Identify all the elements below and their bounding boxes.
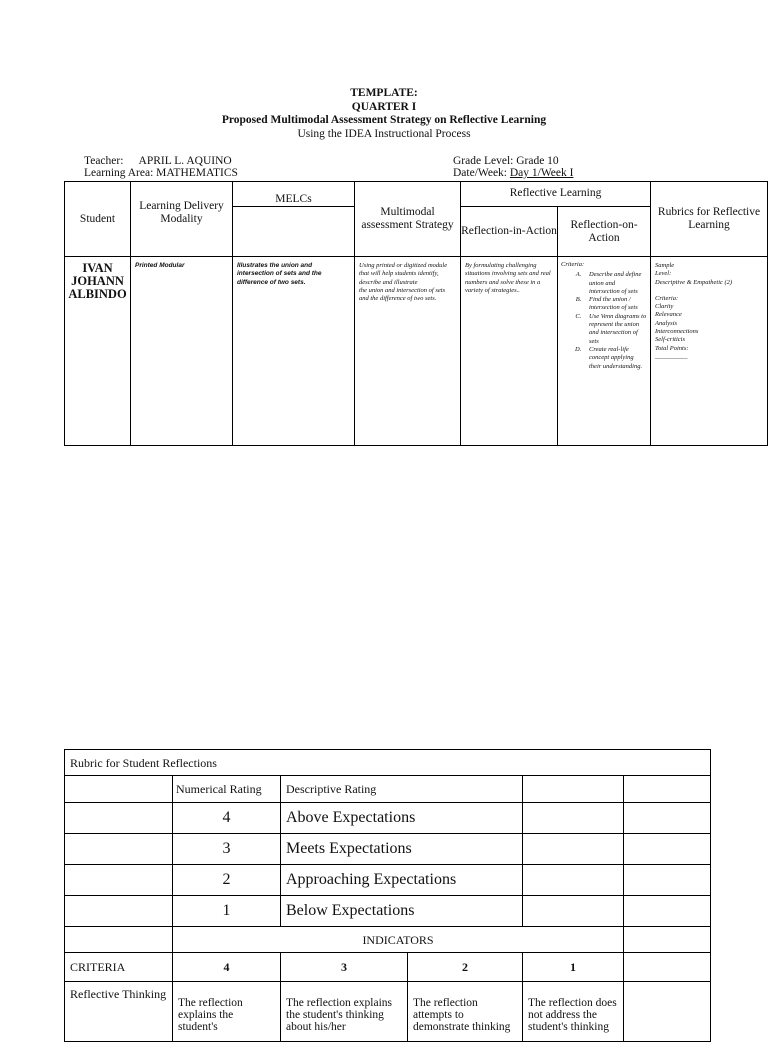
rating-description: Approaching Expectations: [281, 865, 523, 896]
rubric-blank-cell: [624, 896, 711, 927]
rubric-blank-cell: [65, 896, 173, 927]
rating-number: 4: [173, 803, 281, 834]
rubric-blank-cell: [624, 982, 711, 1042]
rubric-blank-cell: [65, 834, 173, 865]
rubric-blank-cell: [624, 776, 711, 803]
score-header: 2: [408, 953, 523, 982]
rubric-blank-cell: [523, 865, 624, 896]
criteria-item: C. Use Venn diagrams to represent the union and intersection of sets: [583, 313, 647, 346]
criteria-item: D. Create real-life concept applying their understanding.: [583, 346, 647, 371]
indicator-text: The reflection explains the student's: [173, 982, 281, 1042]
numerical-rating-header: Numerical Rating: [173, 776, 281, 803]
rating-description: Meets Expectations: [281, 834, 523, 865]
rubric-total-blank: __________: [655, 352, 688, 360]
melcs-blank-cell: [233, 207, 355, 257]
teacher-line: [84, 156, 232, 168]
strategy-value: [355, 257, 461, 446]
area-label: Learning Area:: [84, 167, 154, 179]
header-melcs: MELCs: [233, 182, 355, 207]
rubric-sample-value: [651, 257, 768, 446]
reflection-on-action-value: [558, 257, 651, 446]
criteria-list: [561, 271, 647, 371]
score-header: 3: [281, 953, 408, 982]
rubric-criteria-item: Self-criticis: [655, 336, 685, 344]
header-strategy: Multimodal assessment Strategy: [355, 182, 461, 257]
descriptive-rating-header: Descriptive Rating: [281, 776, 523, 803]
rubric-blank-cell: [523, 896, 624, 927]
strategy-text-a: Using printed or digitized module that will help students identify, describe and illustrate: [359, 262, 448, 286]
rubric-blank-cell: [624, 927, 711, 953]
header-template: TEMPLATE:: [350, 87, 418, 99]
rating-description: Below Expectations: [281, 896, 523, 927]
rubric-blank-cell: [523, 803, 624, 834]
criteria-item: A. Describe and define union and intersection of sets: [583, 271, 647, 296]
header-reflection-on-action: Reflection-on-Action: [558, 207, 651, 257]
assessment-table: [64, 181, 768, 446]
rubric-blank-cell: [624, 865, 711, 896]
rating-description: Above Expectations: [281, 803, 523, 834]
grade-level: Grade Level: Grade 10: [453, 155, 559, 167]
area-line: [84, 168, 238, 180]
rubric-blank-cell: [523, 834, 624, 865]
header-title: Proposed Multimodal Assessment Strategy on Reflective Learning: [221, 114, 547, 126]
rubric-blank-cell: [624, 834, 711, 865]
rubric-blank-cell: [624, 953, 711, 982]
rubric-title: Rubric for Student Reflections: [65, 750, 711, 776]
rating-number: 1: [173, 896, 281, 927]
header-rubrics: Rubrics for Reflective Learning: [651, 182, 768, 257]
header-student: Student: [65, 182, 131, 257]
rubric-blank-cell: [624, 803, 711, 834]
rubric-table: [64, 749, 711, 1042]
rating-number: 3: [173, 834, 281, 865]
teacher-name: APRIL L. AQUINO: [138, 155, 232, 167]
date-label: Date/Week:: [453, 167, 507, 179]
indicator-text: The reflection explains the student's thinking about his/her: [281, 982, 408, 1042]
document-header: [0, 87, 768, 141]
score-header: 4: [173, 953, 281, 982]
melc-value: Illustrates the union and intersection of sets and the difference of two sets.: [233, 257, 355, 446]
criteria-label: Criteria:: [561, 261, 585, 268]
header-quarter: QUARTER I: [351, 100, 417, 113]
indicators-header: INDICATORS: [173, 927, 624, 953]
rubric-criteria-label: Criteria:: [655, 294, 679, 302]
rubric-criteria-item: Analysis: [655, 319, 678, 327]
rubric-blank-cell: [65, 803, 173, 834]
rubric-blank-cell: [65, 865, 173, 896]
criterion-label: Reflective Thinking: [65, 982, 173, 1042]
rubric-criteria-item: Interconnections: [655, 328, 699, 336]
rubric-blank-cell: [65, 927, 173, 953]
modality-value: Printed Modular: [131, 257, 233, 446]
rubric-blank-cell: [65, 776, 173, 803]
reflection-in-action-value: By formulating challenging situations involving sets and real numbers and solve these in a variety of strategies..: [461, 257, 558, 446]
date-value: Day 1/Week I: [509, 167, 574, 179]
rubric-blank-cell: [523, 776, 624, 803]
teacher-label: Teacher:: [84, 155, 124, 167]
score-header: 1: [523, 953, 624, 982]
rubric-level: Level:: [655, 270, 672, 278]
indicator-text: The reflection attempts to demonstrate thinking: [408, 982, 523, 1042]
criteria-item: B. Find the union / intersection of sets: [583, 296, 647, 313]
rubric-sample: Sample: [655, 262, 675, 269]
area-value: MATHEMATICS: [156, 167, 238, 179]
header-modality: Learning Delivery Modality: [131, 182, 233, 257]
rating-number: 2: [173, 865, 281, 896]
rubric-criteria-item: Relevance: [655, 311, 682, 319]
header-subtitle: Using the IDEA Instructional Process: [297, 127, 471, 140]
date-line: [453, 168, 573, 180]
strategy-text-b: the union and intersection of sets and the difference of two sets.: [359, 286, 446, 303]
criteria-header: CRITERIA: [65, 953, 173, 982]
indicator-text: The reflection does not address the student's thinking: [523, 982, 624, 1042]
rubric-level-value: Descriptive & Empathetic (2): [655, 278, 733, 286]
student-name: IVAN JOHANN ALBINDO: [65, 257, 131, 446]
header-reflection-in-action: Reflection-in-Action: [461, 207, 558, 257]
rubric-total-label: Total Points:: [655, 344, 689, 352]
header-reflective-learning: Reflective Learning: [461, 182, 651, 207]
rubric-criteria-item: Clarity: [655, 303, 674, 311]
